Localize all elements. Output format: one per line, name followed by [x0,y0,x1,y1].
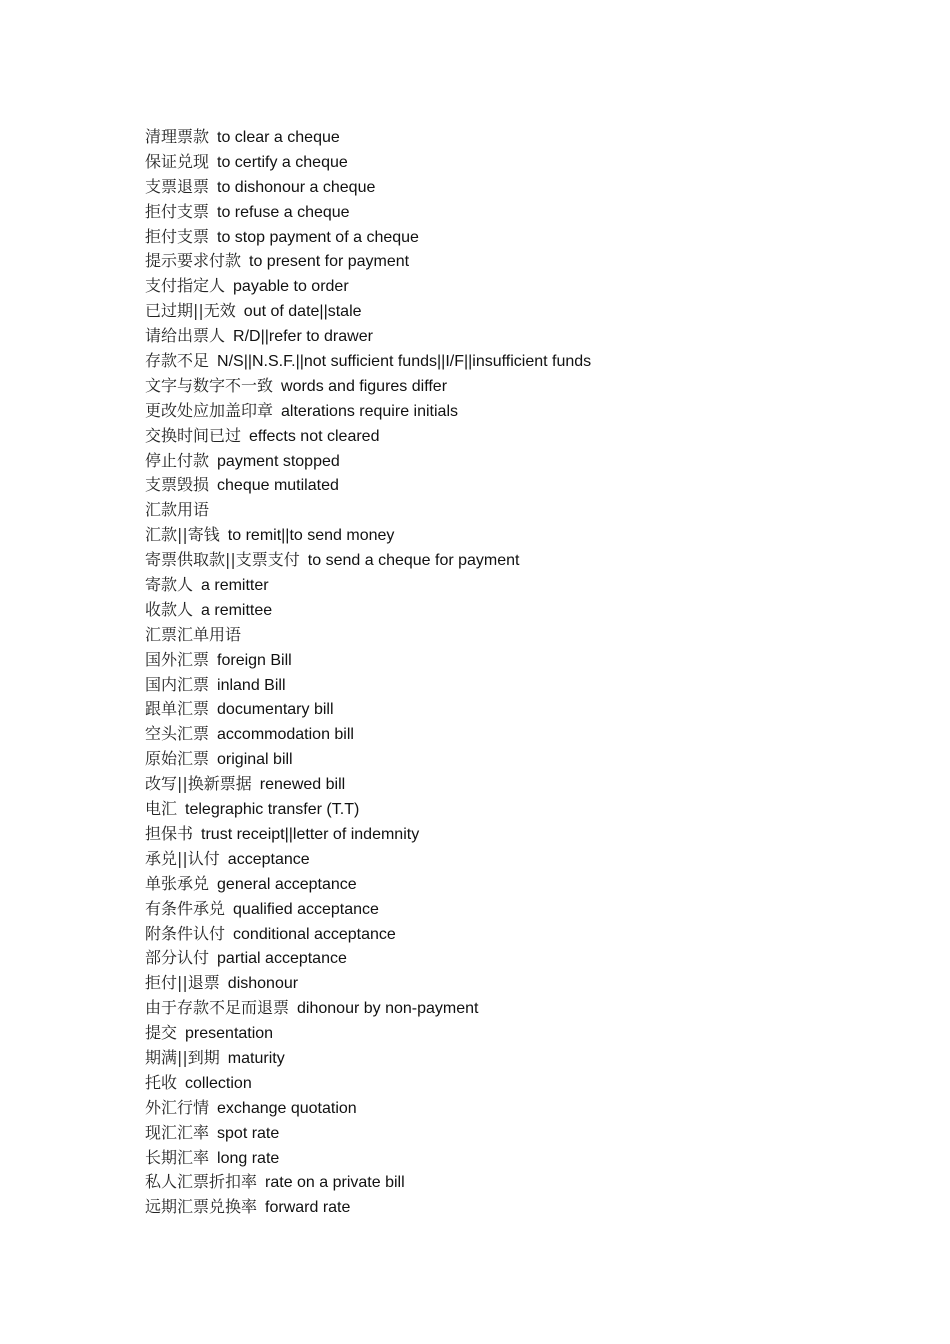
glossary-entry [145,1146,905,1171]
english-term: effects not cleared [249,427,380,445]
english-term: original bill [217,751,293,769]
chinese-term: 远期汇票兑换率 [145,1197,258,1217]
chinese-term: 外汇行情 [145,1097,210,1117]
chinese-term: 国外汇票 [145,649,210,669]
chinese-term: 更改处应加盖印章 [145,400,274,420]
glossary-entry [145,1195,905,1220]
english-term: out of date||stale [243,303,362,321]
glossary-entry [145,1071,905,1096]
chinese-term: 空头汇票 [145,724,210,744]
english-term: words and figures differ [281,377,448,395]
chinese-term: 提示要求付款 [145,251,242,271]
chinese-term: 存款不足 [145,351,210,371]
chinese-term: 部分认付 [145,948,210,968]
english-term: payment stopped [217,452,340,470]
glossary-entry [145,847,905,872]
chinese-term: 支付指定人 [145,276,226,296]
glossary-entry [145,673,905,698]
chinese-term: 国内汇票 [145,674,210,694]
chinese-term: 承兑||认付 [145,848,220,868]
chinese-term: 改写||换新票据 [145,774,252,794]
english-term: general acceptance [217,875,357,893]
english-term: foreign Bill [217,651,292,669]
chinese-term: 托收 [145,1072,178,1092]
glossary-entry [145,299,905,324]
glossary-entry [145,996,905,1021]
glossary-entry [145,548,905,573]
english-term: to dishonour a cheque [217,178,376,196]
chinese-term: 交换时间已过 [145,425,242,445]
chinese-term: 原始汇票 [145,749,210,769]
english-term: N/S||N.S.F.||not sufficient funds||I/F||insufficient funds [217,353,592,371]
english-term: inland Bill [217,676,286,694]
english-term: rate on a private bill [265,1174,405,1192]
glossary-entry [145,473,905,498]
chinese-term: 停止付款 [145,450,210,470]
glossary-entry [145,1170,905,1195]
english-term: forward rate [265,1199,351,1217]
glossary-entry [145,722,905,747]
glossary-entry [145,374,905,399]
glossary-entry [145,349,905,374]
glossary-entry [145,648,905,673]
glossary-entry [145,1046,905,1071]
glossary-entry [145,623,905,648]
english-term: to clear a cheque [217,129,340,146]
chinese-term: 有条件承兑 [145,898,226,918]
glossary-entry [145,897,905,922]
chinese-term: 拒付支票 [145,201,210,221]
glossary-entry [145,200,905,225]
chinese-term: 跟单汇票 [145,699,210,719]
english-term: qualified acceptance [233,900,379,918]
english-term: acceptance [227,850,310,868]
english-term: R/D||refer to drawer [233,328,373,346]
english-term: to present for payment [249,253,410,271]
english-term: documentary bill [217,701,334,719]
glossary-entry [145,523,905,548]
glossary-entry [145,274,905,299]
chinese-term: 单张承兑 [145,873,210,893]
english-term: spot rate [217,1124,280,1142]
chinese-term: 文字与数字不一致 [145,375,274,395]
glossary-list [145,125,905,1220]
chinese-term: 汇款用语 [145,500,210,520]
english-term: a remittee [201,601,273,619]
chinese-term: 拒付支票 [145,226,210,246]
english-term: exchange quotation [217,1099,357,1117]
glossary-entry [145,822,905,847]
english-term: payable to order [233,278,349,296]
glossary-entry [145,1096,905,1121]
chinese-term: 请给出票人 [145,326,226,346]
glossary-entry [145,772,905,797]
english-term: a remitter [201,577,269,595]
glossary-entry [145,747,905,772]
english-term: cheque mutilated [217,477,339,495]
english-term: collection [185,1074,252,1092]
glossary-entry [145,125,905,150]
english-term: dihonour by non-payment [297,1000,479,1018]
glossary-entry [145,399,905,424]
chinese-term: 支票毁损 [145,475,210,495]
glossary-entry [145,498,905,523]
english-term: to remit||to send money [227,527,395,545]
english-term: to send a cheque for payment [307,552,520,570]
chinese-term: 寄款人 [145,575,194,595]
chinese-term: 私人汇票折扣率 [145,1172,258,1192]
chinese-term: 担保书 [145,823,194,843]
glossary-entry [145,424,905,449]
english-term: trust receipt||letter of indemnity [201,825,420,843]
glossary-entry [145,697,905,722]
english-term: presentation [185,1025,274,1043]
glossary-entry [145,449,905,474]
chinese-term: 拒付||退票 [145,973,220,993]
chinese-term: 附条件认付 [145,923,226,943]
glossary-entry [145,1021,905,1046]
chinese-term: 汇款||寄钱 [145,525,220,545]
glossary-entry [145,324,905,349]
chinese-term: 收款人 [145,599,194,619]
chinese-term: 长期汇率 [145,1147,210,1167]
glossary-entry [145,225,905,250]
english-term: conditional acceptance [233,925,396,943]
glossary-entry [145,150,905,175]
english-term: telegraphic transfer (T.T) [185,801,360,819]
english-term: partial acceptance [217,950,347,968]
chinese-term: 清理票款 [145,127,210,146]
glossary-entry [145,1121,905,1146]
glossary-entry [145,249,905,274]
english-term: renewed bill [259,776,346,794]
glossary-entry [145,946,905,971]
english-term: accommodation bill [217,726,354,744]
english-term: long rate [217,1149,280,1167]
glossary-entry [145,175,905,200]
chinese-term: 提交 [145,1023,178,1043]
english-term: to certify a cheque [217,153,348,171]
chinese-term: 寄票供取款||支票支付 [145,550,300,570]
chinese-term: 期满||到期 [145,1047,220,1067]
glossary-entry [145,573,905,598]
glossary-entry [145,598,905,623]
english-term: dishonour [227,975,299,993]
english-term: to stop payment of a cheque [217,228,419,246]
english-term: maturity [227,1049,285,1067]
chinese-term: 电汇 [145,799,178,819]
glossary-entry [145,922,905,947]
chinese-term: 支票退票 [145,176,210,196]
glossary-entry [145,872,905,897]
glossary-entry [145,797,905,822]
english-term: to refuse a cheque [217,203,350,221]
chinese-term: 已过期||无效 [145,301,236,321]
chinese-term: 保证兑现 [145,151,210,171]
chinese-term: 现汇汇率 [145,1122,210,1142]
glossary-entry [145,971,905,996]
chinese-term: 由于存款不足而退票 [145,998,290,1018]
english-term: alterations require initials [281,402,458,420]
chinese-term: 汇票汇单用语 [145,624,242,644]
